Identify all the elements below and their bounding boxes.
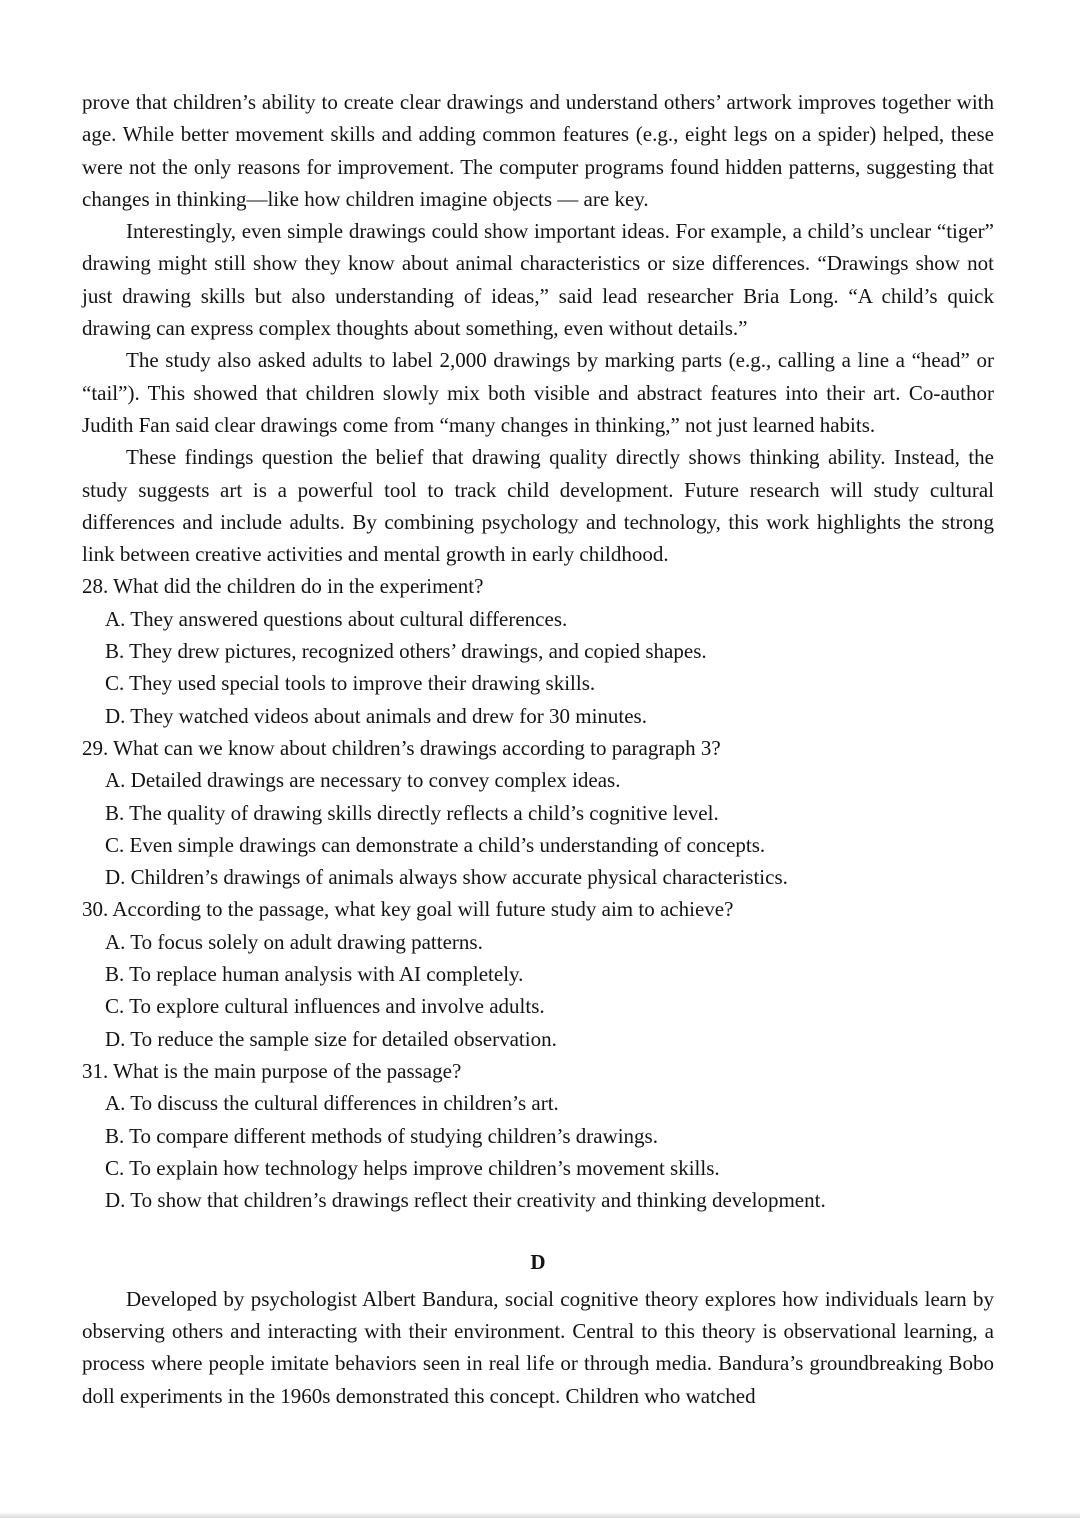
passage-paragraph: The study also asked adults to label 2,000 drawings by marking parts (e.g., calling a line a “head” or “tail”). This showed that children slowly mix both visible and abstract features into their art. Co-author Judith Fan said clear drawings come from “many changes in thinking,” not just learned habits. <box>82 348 994 437</box>
answer-option: A. Detailed drawings are necessary to convey complex ideas. <box>105 768 621 793</box>
answer-option: B. They drew pictures, recognized others’ drawings, and copied shapes. <box>105 639 707 664</box>
question-31 <box>82 1055 994 1216</box>
answer-option: A. They answered questions about cultural differences. <box>105 606 568 631</box>
answer-option: B. To replace human analysis with AI completely. <box>105 962 524 987</box>
passage-c-continuation <box>82 86 994 570</box>
answer-option: D. To reduce the sample size for detailed observation. <box>105 1026 557 1051</box>
answer-options <box>82 764 994 893</box>
passage-d <box>82 1216 994 1411</box>
answer-option: D. They watched videos about animals and drew for 30 minutes. <box>105 703 647 728</box>
answer-option: B. The quality of drawing skills directly reflects a child’s cognitive level. <box>105 800 719 825</box>
answer-option: C. To explain how technology helps improve children’s movement skills. <box>105 1155 720 1180</box>
answer-option: A. To discuss the cultural differences in children’s art. <box>105 1091 559 1116</box>
question-30 <box>82 893 994 1054</box>
section-heading: D <box>530 1250 546 1275</box>
question-29 <box>82 732 994 893</box>
answer-option: C. Even simple drawings can demonstrate a child’s understanding of concepts. <box>105 832 766 857</box>
answer-option: C. They used special tools to improve their drawing skills. <box>105 671 596 696</box>
page-bottom-edge <box>0 1512 1080 1518</box>
answer-options <box>82 1087 994 1216</box>
question-stem: 30. According to the passage, what key goal will future study aim to achieve? <box>82 897 734 922</box>
passage-paragraph: Developed by psychologist Albert Bandura, social cognitive theory explores how individuals learn by observing others and interacting with their environment. Central to this theory is observational learning, a process where people imitate behaviors seen in real life or through media. Bandura’s groundbreaking Bobo doll experiments in the 1960s demonstrated this concept. Children who watched <box>82 1286 994 1408</box>
answer-option: D. Children’s drawings of animals always show accurate physical characteristics. <box>105 865 788 890</box>
answer-options <box>82 603 994 732</box>
answer-option: D. To show that children’s drawings reflect their creativity and thinking development. <box>105 1188 826 1213</box>
answer-option: A. To focus solely on adult drawing patterns. <box>105 929 483 954</box>
question-28 <box>82 570 994 731</box>
question-stem: 29. What can we know about children’s drawings according to paragraph 3? <box>82 735 721 760</box>
passage-paragraph: Interestingly, even simple drawings could show important ideas. For example, a child’s unclear “tiger” drawing might still show they know about animal characteristics or size differences. “Drawings show not just drawing skills but also understanding of ideas,” said lead researcher Bria Long. “A child’s quick drawing can express complex thoughts about something, even without details.” <box>82 219 994 341</box>
answer-options <box>82 926 994 1055</box>
exam-page <box>82 86 994 1412</box>
passage-paragraph: These findings question the belief that drawing quality directly shows thinking ability. Instead, the study suggests art is a powerful tool to track child development. Future research will study cultural differences and include adults. By combining psychology and technology, this work highlights the strong link between creative activities and mental growth in early childhood. <box>82 445 994 567</box>
question-stem: 31. What is the main purpose of the passage? <box>82 1058 462 1083</box>
answer-option: B. To compare different methods of studying children’s drawings. <box>105 1123 658 1148</box>
answer-option: C. To explore cultural influences and involve adults. <box>105 994 545 1019</box>
passage-paragraph: prove that children’s ability to create clear drawings and understand others’ artwork improves together with age. While better movement skills and adding common features (e.g., eight legs on a spider) helped, these were not the only reasons for improvement. The computer programs found hidden patterns, suggesting that changes in thinking—like how children imagine objects — are key. <box>82 90 994 211</box>
question-stem: 28. What did the children do in the experiment? <box>82 574 484 599</box>
